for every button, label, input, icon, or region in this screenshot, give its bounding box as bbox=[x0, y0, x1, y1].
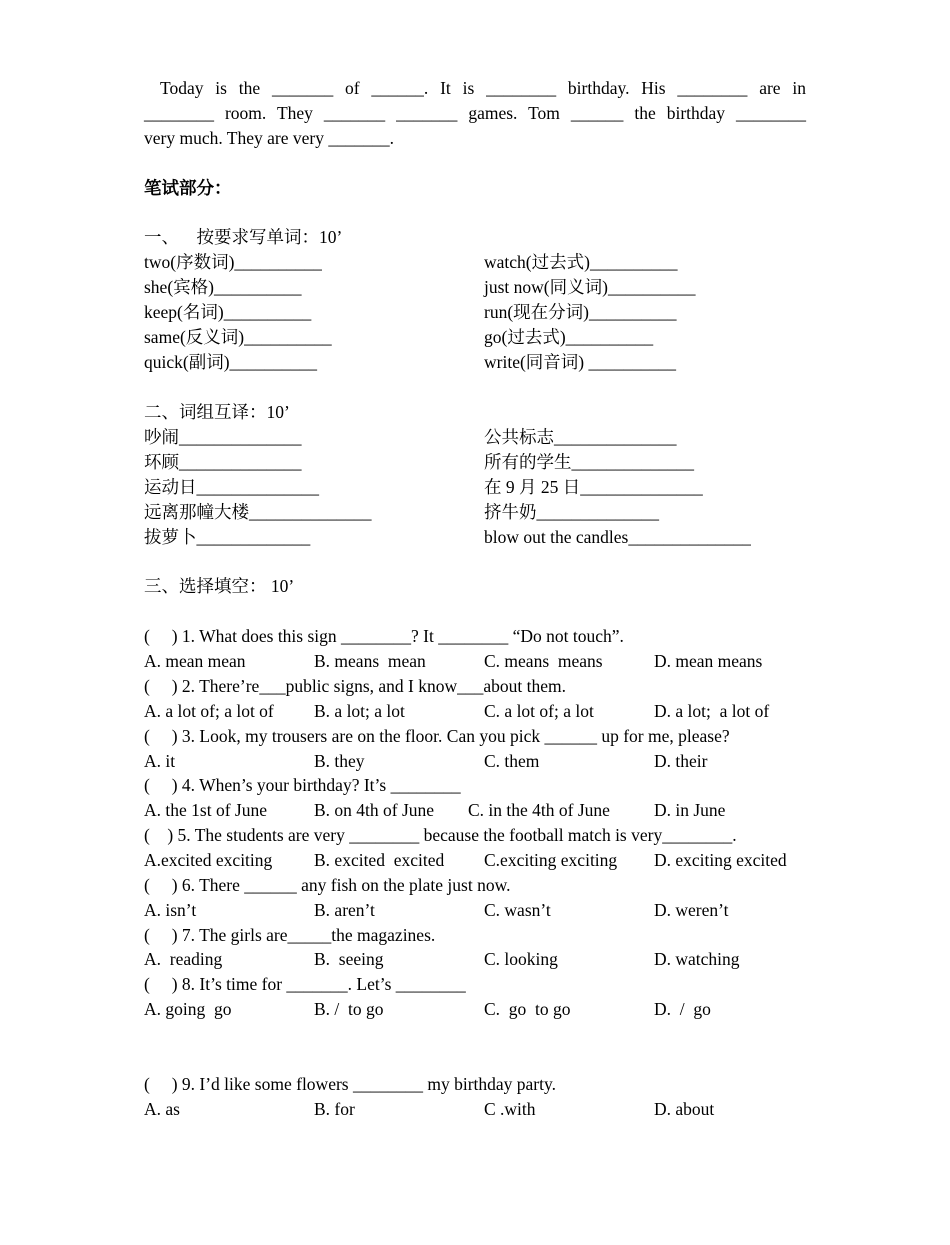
s2-right-item: 公共标志______________ bbox=[484, 427, 677, 447]
q8-option-b: B. / to go bbox=[314, 999, 384, 1019]
q6-option-c: C. wasn’t bbox=[484, 900, 551, 920]
q3-option-b: B. they bbox=[314, 751, 365, 771]
passage-line-2: ________ room. They _______ _______ games. Tom ______ the birthday ________ bbox=[144, 103, 806, 123]
q7-option-c: C. looking bbox=[484, 949, 558, 969]
s2-left-item: 环顾______________ bbox=[144, 452, 302, 472]
q9-option-d: D. about bbox=[654, 1099, 715, 1119]
question-7: ( ) 7. The girls are_____the magazines. bbox=[144, 925, 436, 945]
s2-left-item: 拔萝卜_____________ bbox=[144, 527, 311, 547]
question-9: ( ) 9. I’d like some flowers ________ my birthday party. bbox=[144, 1074, 556, 1094]
s1-right-item: watch(过去式)__________ bbox=[484, 252, 678, 272]
s2-right-item: 所有的学生______________ bbox=[484, 452, 694, 472]
q4-option-c: C. in the 4th of June bbox=[468, 800, 610, 820]
s2-left-item: 运动日______________ bbox=[144, 477, 319, 497]
question-1: ( ) 1. What does this sign ________? It ________ “Do not touch”. bbox=[144, 626, 624, 646]
q2-option-d: D. a lot; a lot of bbox=[654, 701, 770, 721]
q6-option-a: A. isn’t bbox=[144, 900, 197, 920]
section-written-heading: 笔试部分： bbox=[144, 178, 232, 198]
passage-line-3: very much. They are very _______. bbox=[144, 128, 394, 148]
passage-line-1: Today is the _______ of ______. It is ________ birthday. His ________ are in bbox=[160, 78, 806, 98]
question-5: ( ) 5. The students are very ________ because the football match is very________. bbox=[144, 825, 737, 845]
q2-option-b: B. a lot; a lot bbox=[314, 701, 405, 721]
s1-left-item: keep(名词)__________ bbox=[144, 302, 312, 322]
question-6: ( ) 6. There ______ any fish on the plate just now. bbox=[144, 875, 511, 895]
q9-option-a: A. as bbox=[144, 1099, 180, 1119]
q7-option-b: B. seeing bbox=[314, 949, 384, 969]
section2-title: 二、词组互译：10’ bbox=[144, 402, 290, 422]
question-8: ( ) 8. It’s time for _______. Let’s ________ bbox=[144, 974, 466, 994]
q3-option-c: C. them bbox=[484, 751, 540, 771]
q4-option-d: D. in June bbox=[654, 800, 726, 820]
q7-option-d: D. watching bbox=[654, 949, 740, 969]
q3-option-d: D. their bbox=[654, 751, 708, 771]
q1-option-a: A. mean mean bbox=[144, 651, 246, 671]
question-3: ( ) 3. Look, my trousers are on the floor. Can you pick ______ up for me, please? bbox=[144, 726, 730, 746]
s2-right-item: 挤牛奶______________ bbox=[484, 502, 659, 522]
s1-left-item: quick(副词)__________ bbox=[144, 352, 318, 372]
s2-left-item: 吵闹______________ bbox=[144, 427, 302, 447]
q8-option-d: D. / go bbox=[654, 999, 711, 1019]
q7-option-a: A. reading bbox=[144, 949, 223, 969]
q1-option-d: D. mean means bbox=[654, 651, 763, 671]
s1-right-item: write(同音词) __________ bbox=[484, 352, 676, 372]
question-4: ( ) 4. When’s your birthday? It’s ________ bbox=[144, 775, 461, 795]
s1-right-item: run(现在分词)__________ bbox=[484, 302, 677, 322]
q1-option-c: C. means means bbox=[484, 651, 603, 671]
q4-option-a: A. the 1st of June bbox=[144, 800, 267, 820]
q5-option-b: B. excited excited bbox=[314, 850, 445, 870]
s1-left-item: she(宾格)__________ bbox=[144, 277, 302, 297]
s2-right-item: blow out the candles______________ bbox=[484, 527, 751, 547]
q6-option-b: B. aren’t bbox=[314, 900, 375, 920]
s1-right-item: go(过去式)__________ bbox=[484, 327, 654, 347]
s1-left-item: two(序数词)__________ bbox=[144, 252, 322, 272]
q8-option-c: C. go to go bbox=[484, 999, 571, 1019]
section3-title: 三、选择填空： 10’ bbox=[144, 576, 295, 596]
q1-option-b: B. means mean bbox=[314, 651, 426, 671]
q9-option-b: B. for bbox=[314, 1099, 355, 1119]
q6-option-d: D. weren’t bbox=[654, 900, 729, 920]
s1-left-item: same(反义词)__________ bbox=[144, 327, 332, 347]
question-2: ( ) 2. There’re___public signs, and I know___about them. bbox=[144, 676, 567, 696]
q9-option-c: C .with bbox=[484, 1099, 536, 1119]
s1-right-item: just now(同义词)__________ bbox=[484, 277, 696, 297]
q5-option-a: A.excited exciting bbox=[144, 850, 273, 870]
q5-option-c: C.exciting exciting bbox=[484, 850, 618, 870]
q2-option-a: A. a lot of; a lot of bbox=[144, 701, 274, 721]
q3-option-a: A. it bbox=[144, 751, 176, 771]
s2-right-item: 在 9 月 25 日______________ bbox=[484, 477, 703, 497]
q4-option-b: B. on 4th of June bbox=[314, 800, 435, 820]
section1-title: 一、 按要求写单词：10’ bbox=[144, 227, 343, 247]
q8-option-a: A. going go bbox=[144, 999, 232, 1019]
s2-left-item: 远离那幢大楼______________ bbox=[144, 502, 372, 522]
q5-option-d: D. exciting excited bbox=[654, 850, 787, 870]
q2-option-c: C. a lot of; a lot bbox=[484, 701, 594, 721]
